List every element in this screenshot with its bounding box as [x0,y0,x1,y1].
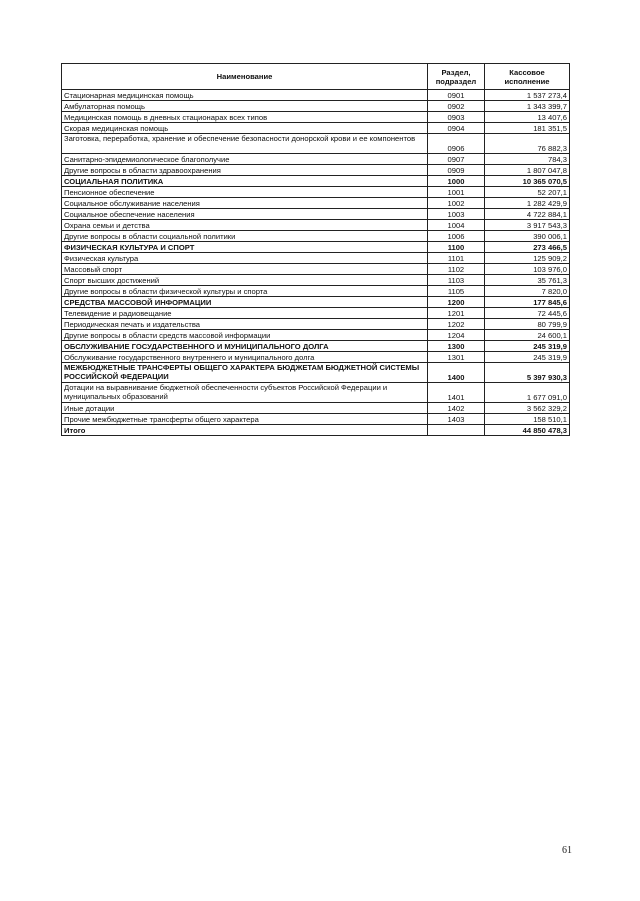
row-value: 181 351,5 [485,123,570,134]
table-header-row [62,64,570,90]
row-code: 0903 [428,112,485,123]
row-code: 0909 [428,165,485,176]
row-value: 1 537 273,4 [485,90,570,101]
row-value: 52 207,1 [485,187,570,198]
row-value: 35 761,3 [485,275,570,286]
header-value: Кассовое исполнение [485,64,570,90]
row-code: 0906 [428,134,485,154]
table-row [62,220,570,231]
table-row [62,425,570,436]
table-row [62,154,570,165]
row-code: 1401 [428,383,485,403]
table-row [62,209,570,220]
budget-execution-table [61,63,570,436]
row-code: 1002 [428,198,485,209]
page-number: 61 [562,845,572,856]
table-row [62,383,570,403]
row-name: Пенсионное обеспечение [62,187,428,198]
row-name: Охрана семьи и детства [62,220,428,231]
row-code: 1202 [428,319,485,330]
row-code: 0904 [428,123,485,134]
row-name: Итого [62,425,428,436]
row-name: Физическая культура [62,253,428,264]
header-code: Раздел, подраздел [428,64,485,90]
table-row [62,187,570,198]
row-code: 1003 [428,209,485,220]
row-value: 5 397 930,3 [485,363,570,383]
row-code: 1004 [428,220,485,231]
row-name: СОЦИАЛЬНАЯ ПОЛИТИКА [62,176,428,187]
row-value: 273 466,5 [485,242,570,253]
table-body [62,90,570,436]
row-name: Социальное обеспечение населения [62,209,428,220]
table-row [62,134,570,154]
header-name: Наименование [62,64,428,90]
row-code: 1402 [428,403,485,414]
row-code: 1101 [428,253,485,264]
table-row [62,297,570,308]
row-code: 1105 [428,286,485,297]
table-row [62,275,570,286]
table-row [62,101,570,112]
row-value: 125 909,2 [485,253,570,264]
table-row [62,90,570,101]
table-row [62,264,570,275]
row-code: 1300 [428,341,485,352]
row-value: 1 807 047,8 [485,165,570,176]
row-name: Другие вопросы в области физической культуры и спорта [62,286,428,297]
table-row [62,253,570,264]
table-row [62,363,570,383]
row-name: Иные дотации [62,403,428,414]
row-code: 1201 [428,308,485,319]
row-name: Другие вопросы в области средств массовой информации [62,330,428,341]
table-row [62,403,570,414]
row-name: Медицинская помощь в дневных стационарах всех типов [62,112,428,123]
row-code: 1204 [428,330,485,341]
table-row [62,414,570,425]
table-row [62,165,570,176]
row-code: 0907 [428,154,485,165]
row-value: 158 510,1 [485,414,570,425]
table-row [62,286,570,297]
row-value: 177 845,6 [485,297,570,308]
row-code [428,425,485,436]
row-name: ФИЗИЧЕСКАЯ КУЛЬТУРА И СПОРТ [62,242,428,253]
table-row [62,341,570,352]
row-code: 1400 [428,363,485,383]
row-code: 1103 [428,275,485,286]
row-value: 1 677 091,0 [485,383,570,403]
row-value: 1 282 429,9 [485,198,570,209]
row-value: 245 319,9 [485,341,570,352]
table-row [62,176,570,187]
row-name: Амбулаторная помощь [62,101,428,112]
table-row [62,308,570,319]
row-name: МЕЖБЮДЖЕТНЫЕ ТРАНСФЕРТЫ ОБЩЕГО ХАРАКТЕРА БЮДЖЕТАМ БЮДЖЕТНОЙ СИСТЕМЫ РОССИЙСКОЙ ФЕДЕРАЦИИ [62,363,428,383]
row-name: Заготовка, переработка, хранение и обеспечение безопасности донорской крови и ее компонентов [62,134,428,154]
row-value: 245 319,9 [485,352,570,363]
row-code: 1301 [428,352,485,363]
row-name: Социальное обслуживание населения [62,198,428,209]
row-name: Санитарно-эпидемиологическое благополучие [62,154,428,165]
row-name: Периодическая печать и издательства [62,319,428,330]
row-value: 72 445,6 [485,308,570,319]
row-name: Массовый спорт [62,264,428,275]
row-value: 4 722 884,1 [485,209,570,220]
row-name: Другие вопросы в области социальной политики [62,231,428,242]
row-value: 103 976,0 [485,264,570,275]
row-name: Прочие межбюджетные трансферты общего характера [62,414,428,425]
row-code: 1403 [428,414,485,425]
row-value: 3 562 329,2 [485,403,570,414]
row-name: Стационарная медицинская помощь [62,90,428,101]
table-row [62,352,570,363]
row-code: 1000 [428,176,485,187]
table-row [62,123,570,134]
table-row [62,198,570,209]
row-value: 44 850 478,3 [485,425,570,436]
table-row [62,242,570,253]
row-name: Скорая медицинская помощь [62,123,428,134]
row-value: 3 917 543,3 [485,220,570,231]
row-name: Спорт высших достижений [62,275,428,286]
row-name: Другие вопросы в области здравоохранения [62,165,428,176]
row-name: ОБСЛУЖИВАНИЕ ГОСУДАРСТВЕННОГО И МУНИЦИПАЛЬНОГО ДОЛГА [62,341,428,352]
table-row [62,231,570,242]
row-value: 24 600,1 [485,330,570,341]
row-value: 7 820,0 [485,286,570,297]
row-code: 1200 [428,297,485,308]
row-code: 0902 [428,101,485,112]
row-value: 784,3 [485,154,570,165]
table-row [62,319,570,330]
table-row [62,330,570,341]
row-name: Дотации на выравнивание бюджетной обеспеченности субъектов Российской Федерации и муниципальных образований [62,383,428,403]
row-value: 76 882,3 [485,134,570,154]
table-row [62,112,570,123]
row-name: Телевидение и радиовещание [62,308,428,319]
row-value: 390 006,1 [485,231,570,242]
row-name: Обслуживание государственного внутреннего и муниципального долга [62,352,428,363]
row-value: 80 799,9 [485,319,570,330]
row-value: 1 343 399,7 [485,101,570,112]
row-code: 1102 [428,264,485,275]
row-code: 1100 [428,242,485,253]
row-name: СРЕДСТВА МАССОВОЙ ИНФОРМАЦИИ [62,297,428,308]
row-value: 13 407,6 [485,112,570,123]
row-code: 1001 [428,187,485,198]
row-value: 10 365 070,5 [485,176,570,187]
row-code: 1006 [428,231,485,242]
row-code: 0901 [428,90,485,101]
